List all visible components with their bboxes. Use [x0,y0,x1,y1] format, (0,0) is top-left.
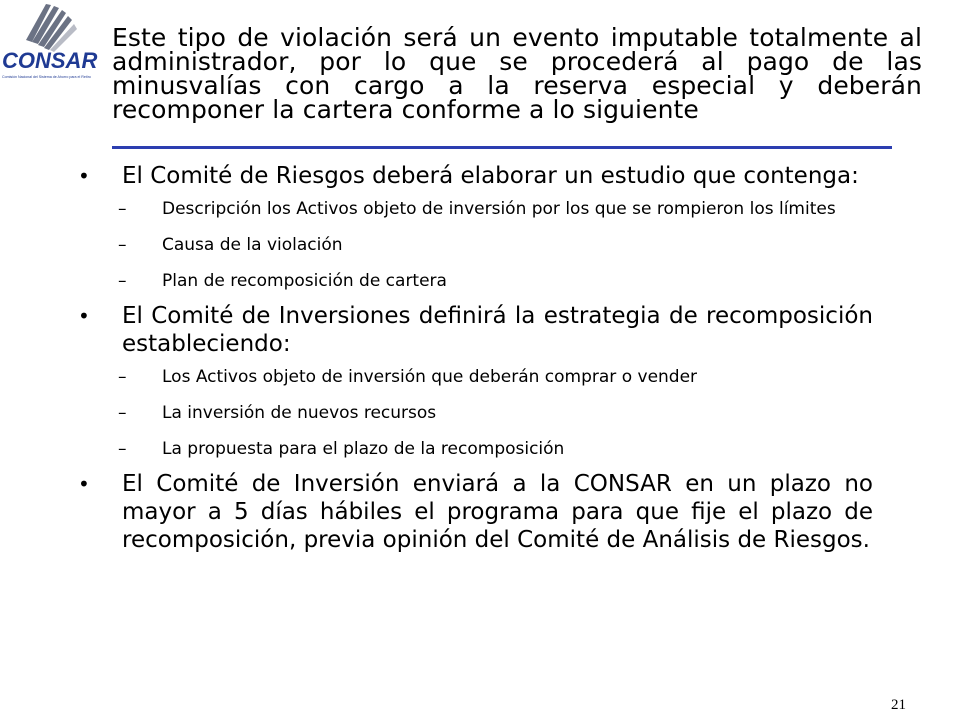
sub-text: Plan de recomposición de cartera [162,271,447,291]
dash-glyph: – [118,367,127,387]
title-divider [112,146,892,149]
slide-title [112,23,922,124]
title-line-4: recomponer la cartera conforme a lo siguiente [112,95,699,124]
consar-logo [2,2,102,94]
bullet-item [78,162,873,190]
sub-text: Descripción los Activos objeto de inversión por los que se rompieron los límites [162,199,836,219]
sub-item [78,270,873,292]
consar-logo-graphic [2,2,102,94]
sub-text: Causa de la violación [162,235,343,255]
title-line-1: Este tipo de violación será un evento imputable totalmente al [112,23,922,52]
dash-glyph: – [118,403,127,423]
sub-item [78,438,873,460]
dash-glyph: – [118,235,127,255]
bullet-glyph: • [78,472,90,496]
sub-text: La propuesta para el plazo de la recomposición [162,439,565,459]
bullet-text: El Comité de Inversiones definirá la estrategia de recomposición estableciendo: [122,303,873,357]
slide-content [78,160,873,562]
bullet-text: El Comité de Riesgos deberá elaborar un estudio que contenga: [122,163,859,189]
sub-item [78,234,873,256]
dash-glyph: – [118,271,127,291]
sub-item [78,402,873,424]
page-number: 21 [891,697,906,713]
bullet-glyph: • [78,164,90,188]
sub-item [78,198,873,220]
sub-text: La inversión de nuevos recursos [162,403,437,423]
bullet-glyph: • [78,304,90,328]
bullet-item [78,302,873,358]
logo-tagline: Comisión Nacional del Sistema de Ahorro para el Retiro [2,75,91,79]
logo-wordmark: CONSAR [2,48,98,73]
bullet-text: El Comité de Inversión enviará a la CONSAR en un plazo no mayor a 5 días hábiles el programa para que fije el plazo de recomposición, previa opinión del Comité de Análisis de Riesgos. [122,471,873,553]
sub-item [78,366,873,388]
bullet-item [78,470,873,554]
title-line-3: minusvalías con cargo a la reserva especial y deberán [112,71,922,100]
sub-text: Los Activos objeto de inversión que deberán comprar o vender [162,367,698,387]
title-line-2: administrador, por lo que se procederá al pago de las [112,47,922,76]
dash-glyph: – [118,439,127,459]
dash-glyph: – [118,199,127,219]
